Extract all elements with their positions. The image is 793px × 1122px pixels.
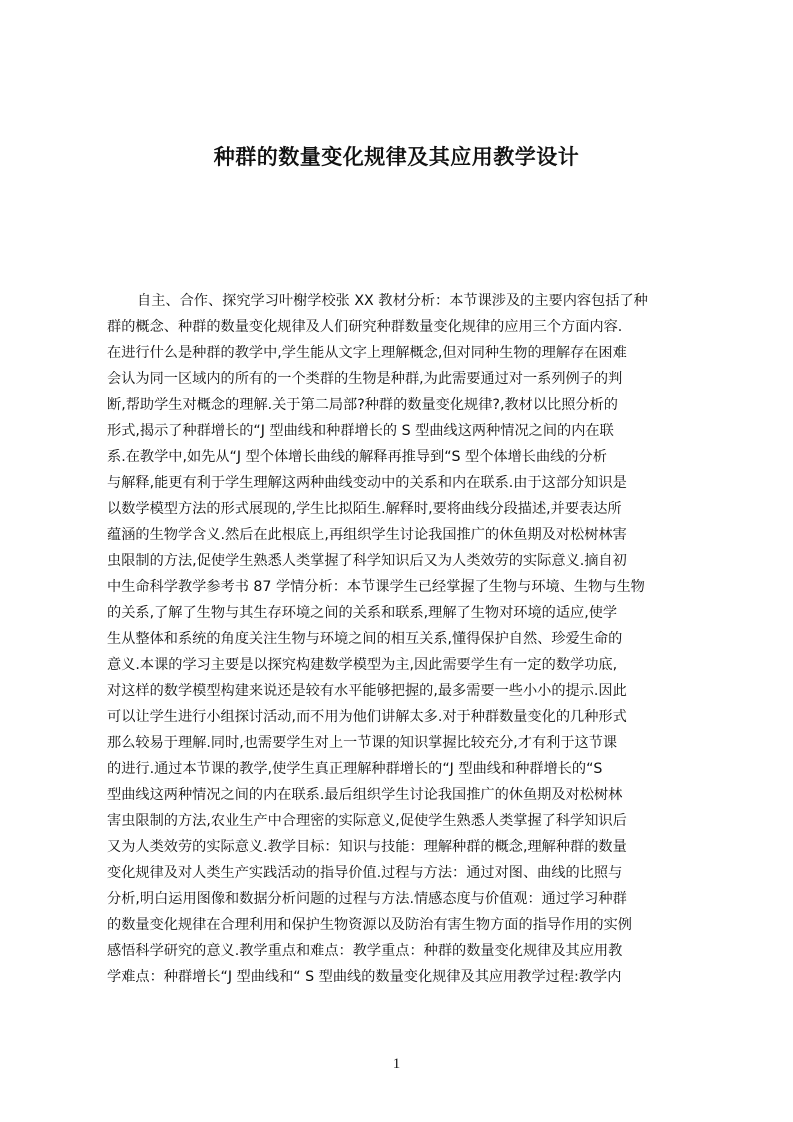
text-line: 的进行.通过本节课的教学,使学生真正理解种群增长的“J 型曲线和种群增长的“S [107, 761, 603, 777]
text-line: 生从整体和系统的角度关注生物与环境之间的相互关系,懂得保护自然、珍爱生命的 [107, 631, 623, 647]
text-line: 中生命科学教学参考书 87 学情分析：本节课学生已经掌握了生物与环境、生物与生物 [107, 579, 645, 595]
body-text [107, 288, 701, 990]
text-line: 形式,揭示了种群增长的“J 型曲线和种群增长的 S 型曲线这两种情况之间的内在联 [107, 423, 614, 439]
text-line: 会认为同一区域内的所有的一个类群的生物是种群,为此需要通过对一系列例子的判 [107, 371, 623, 387]
text-line: 变化规律及对人类生产实践活动的指导价值.过程与方法：通过对图、曲线的比照与 [107, 865, 623, 881]
text-line: 断,帮助学生对概念的理解.关于第二局部?种群的数量变化规律?,教材以比照分析的 [107, 397, 618, 413]
page-number: 1 [392, 1056, 401, 1072]
text-line: 以数学模型方法的形式展现的,学生比拟陌生.解释时,要将曲线分段描述,并要表达所 [107, 501, 622, 517]
text-line: 在进行什么是种群的教学中,学生能从文字上理解概念,但对同种生物的理解存在困难 [107, 345, 627, 361]
text-line: 可以让学生进行小组探讨活动,而不用为他们讲解太多.对于种群数量变化的几种形式 [107, 709, 627, 725]
text-line: 蕴涵的生物学含义.然后在此根底上,再组织学生讨论我国推广的休鱼期及对松树林害 [107, 527, 627, 543]
text-line: 的关系,了解了生物与其生存环境之间的关系和联系,理解了生物对环境的适应,使学 [107, 605, 618, 621]
text-line: 群的概念、种群的数量变化规律及人们研究种群数量变化规律的应用三个方面内容. [107, 319, 623, 335]
text-line: 虫限制的方法,促使学生熟悉人类掌握了科学知识后又为人类效劳的实际意义.摘自初 [107, 553, 627, 569]
text-line: 分析,明白运用图像和数据分析问题的过程与方法.情感态度与价值观：通过学习种群 [107, 891, 627, 907]
text-line: 学难点：种群增长“J 型曲线和“ S 型曲线的数量变化规律及其应用教学过程:教学内 [107, 969, 622, 985]
text-line: 型曲线这两种情况之间的内在联系.最后组织学生讨论我国推广的休鱼期及对松树林 [107, 787, 623, 803]
document-title: 种群的数量变化规律及其应用教学设计 [213, 145, 580, 169]
text-line: 系.在教学中,如先从“J 型个体增长曲线的解释再推导到“S 型个体增长曲线的分析 [107, 449, 607, 465]
text-line: 感悟科学研究的意义.教学重点和难点：教学重点：种群的数量变化规律及其应用教 [107, 943, 623, 959]
text-line: 意义.本课的学习主要是以探究构建数学模型为主,因此需要学生有一定的数学功底, [107, 657, 618, 673]
text-line: 那么较易于理解.同时,也需要学生对上一节课的知识掌握比较充分,才有利于这节课 [107, 735, 618, 751]
text-line: 又为人类效劳的实际意义.教学目标：知识与技能：理解种群的概念,理解种群的数量 [107, 839, 627, 855]
text-line: 害虫限制的方法,农业生产中合理密的实际意义,促使学生熟悉人类掌握了科学知识后 [107, 813, 627, 829]
text-line: 与解释,能更有利于学生理解这两种曲线变动中的关系和内在联系.由于这部分知识是 [107, 475, 627, 491]
text-line: 的数量变化规律在合理利用和保护生物资源以及防治有害生物方面的指导作用的实例 [107, 917, 632, 933]
text-line: 对这样的数学模型构建来说还是较有水平能够把握的,最多需要一些小小的提示.因此 [107, 683, 627, 699]
text-line: 自主、合作、探究学习叶榭学校张 XX 教材分析：本节课涉及的主要内容包括了种 [137, 293, 648, 309]
